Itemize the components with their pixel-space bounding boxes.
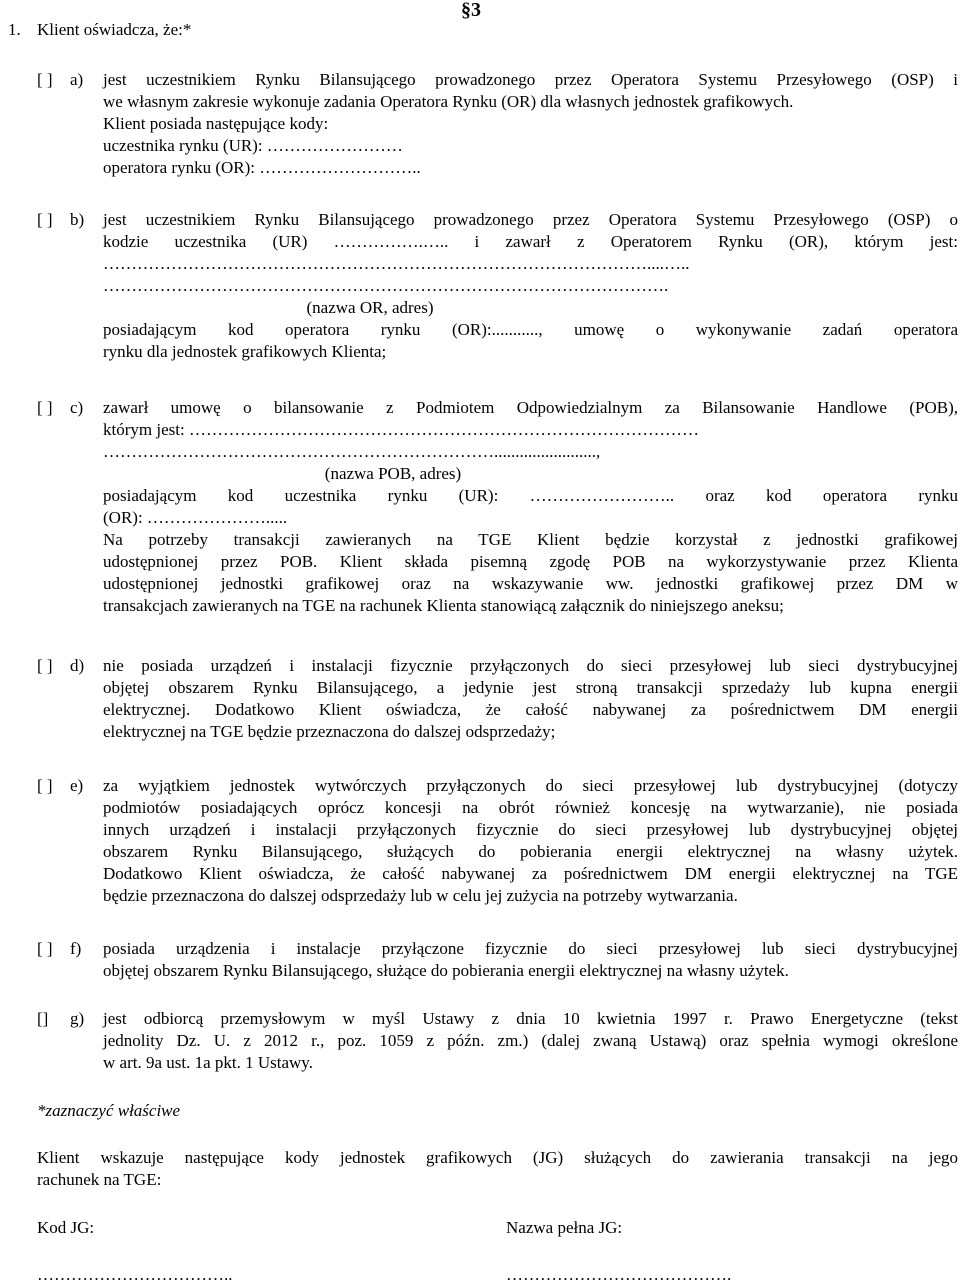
jg-name-label: Nazwa pełna JG: <box>506 1218 623 1237</box>
text-line: Na potrzeby transakcji zawieranych na TGE Klient będzie korzystał z jednostki grafikowej <box>103 530 958 549</box>
option-letter-f: f) <box>70 939 82 958</box>
checkbox-g[interactable]: [] <box>37 1009 49 1028</box>
text-line: będzie przeznaczona do dalszej odsprzedaży lub w celu jej zużycia na potrzeby wytwarzania. <box>103 886 738 905</box>
text-line: Klient wskazuje następujące kody jednostek grafikowych (JG) służących do zawierania transakcji na jego <box>37 1148 958 1167</box>
text-line: jest odbiorcą przemysłowym w myśl Ustawy z dnia 10 kwietnia 1997 r. Prawo Energetyczne (tekst <box>103 1009 958 1028</box>
text-line: zawarł umowę o bilansowanie z Podmiotem Odpowiedzialnym za Bilansowanie Handlowe (POB), <box>103 398 958 417</box>
text-line: innych urządzeń i instalacji przyłączonych fizycznie do sieci przesyłowej lub dystrybucyjnej objętej <box>103 820 958 839</box>
field-caption: (nazwa POB, adres) <box>324 464 462 483</box>
checkbox-c[interactable]: [ ] <box>37 398 53 417</box>
option-letter-d: d) <box>70 656 85 675</box>
or-name-field[interactable]: ……………………………………………………………………………………....….. <box>103 254 690 273</box>
text-line: jednolity Dz. U. z 2012 r., poz. 1059 z późn. zm.) (dalej zwaną Ustawą) oraz spełnia wymogi określone <box>103 1031 958 1050</box>
or-address-field[interactable]: ………………………………………………………………………………………. <box>103 276 669 295</box>
text-line: Klient posiada następujące kody: <box>103 114 329 133</box>
text-line: za wyjątkiem jednostek wytwórczych przyłączonych do sieci przesyłowej lub dystrybucyjnej (dotyczy <box>103 776 958 795</box>
text-line: posiadającym kod uczestnika rynku (UR): …………………….. oraz kod operatora rynku <box>103 486 958 505</box>
jg-code-label: Kod JG: <box>37 1218 95 1237</box>
text-line: jest uczestnikiem Rynku Bilansującego prowadzonego przez Operatora Systemu Przesyłowego (OSP) i <box>103 70 958 89</box>
ur-code-field[interactable]: uczestnika rynku (UR): …………………… <box>103 136 403 155</box>
text-line: objętej obszarem Rynku Bilansującego, a jedynie jest stroną transakcji sprzedaży lub kupna energii <box>103 678 958 697</box>
option-e-text <box>103 775 958 907</box>
jg-name-field[interactable]: …………………………………. <box>506 1265 732 1284</box>
text-line: elektrycznej. Dodatkowo Klient oświadcza, że całość nabywanej za pośrednictwem DM energii <box>103 700 958 719</box>
option-letter-c: c) <box>70 398 84 417</box>
pob-name-field[interactable]: którym jest: ……………………………………………………………………………… <box>103 420 699 439</box>
checkbox-e[interactable]: [ ] <box>37 776 53 795</box>
option-d-text <box>103 655 958 743</box>
text-line: transakcjach zawieranych na TGE na rachunek Klienta stanowiącą załącznik do niniejszego aneksu; <box>103 596 784 615</box>
option-c-text <box>103 397 958 617</box>
option-letter-b: b) <box>70 210 85 229</box>
option-g-text <box>103 1008 958 1074</box>
text-line: rachunek na TGE: <box>37 1170 162 1189</box>
option-letter-e: e) <box>70 776 84 795</box>
checkbox-b[interactable]: [ ] <box>37 210 53 229</box>
text-line: kodzie uczestnika (UR) …………….….. i zawarł z Operatorem Rynku (OR), którym jest: <box>103 232 958 251</box>
text-line: we własnym zakresie wykonuje zadania Operatora Rynku (OR) dla własnych jednostek grafikowych. <box>103 92 794 111</box>
option-letter-g: g) <box>70 1009 85 1028</box>
checkbox-f[interactable]: [ ] <box>37 939 53 958</box>
text-line: udostępnionej jednostki grafikowej oraz na wskazywanie ww. jednostki grafikowej przez DM w <box>103 574 958 593</box>
field-caption: (nazwa OR, adres) <box>306 298 434 317</box>
text-line: posiada urządzenia i instalacje przyłączone fizycznie do sieci przesyłowej lub sieci dystrybucyjnej <box>103 939 958 958</box>
pob-address-field[interactable]: ……………………………………………………………........................, <box>103 442 601 461</box>
text-line: rynku dla jednostek grafikowych Klienta; <box>103 342 387 361</box>
text-line: posiadającym kod operatora rynku (OR):..........., umowę o wykonywanie zadań operatora <box>103 320 958 339</box>
jg-code-field[interactable]: …………………………….. <box>37 1265 233 1284</box>
item-number: 1. <box>8 20 21 39</box>
or-code-field[interactable]: operatora rynku (OR): ……………………….. <box>103 158 421 177</box>
option-f-text <box>103 938 958 982</box>
option-a-text <box>103 69 958 179</box>
option-b-text <box>103 209 958 363</box>
text-line: Dodatkowo Klient oświadcza, że całość nabywanej za pośrednictwem DM energii elektrycznej na TGE <box>103 864 958 883</box>
text-line: objętej obszarem Rynku Bilansującego, służące do pobierania energii elektrycznej na własny użytek. <box>103 961 789 980</box>
text-line: jest uczestnikiem Rynku Bilansującego prowadzonego przez Operatora Systemu Przesyłowego (OSP) o <box>103 210 958 229</box>
text-line: w art. 9a ust. 1a pkt. 1 Ustawy. <box>103 1053 313 1072</box>
text-line: podmiotów posiadających oprócz koncesji na obrót również koncesję na wytwarzanie), nie posiada <box>103 798 958 817</box>
text-line: elektrycznej na TGE będzie przeznaczona do dalszej odsprzedaży; <box>103 722 556 741</box>
section-number: §3 <box>461 0 481 21</box>
footnote: *zaznaczyć właściwe <box>37 1101 181 1120</box>
text-line: nie posiada urządzeń i instalacji fizycznie przyłączonych do sieci przesyłowej lub sieci dystrybucyjnej <box>103 656 958 675</box>
checkbox-d[interactable]: [ ] <box>37 656 53 675</box>
intro-statement: Klient oświadcza, że:* <box>37 20 192 39</box>
checkbox-a[interactable]: [ ] <box>37 70 53 89</box>
jg-intro <box>37 1147 958 1191</box>
option-letter-a: a) <box>70 70 84 89</box>
text-line: udostępnionej przez POB. Klient składa pisemną zgodę POB na wykorzystywanie przez Klienta <box>103 552 958 571</box>
pob-or-code-field[interactable]: (OR): …………………..... <box>103 508 288 527</box>
text-line: obszarem Rynku Bilansującego, służących do pobierania energii elektrycznej na własny użytek. <box>103 842 958 861</box>
